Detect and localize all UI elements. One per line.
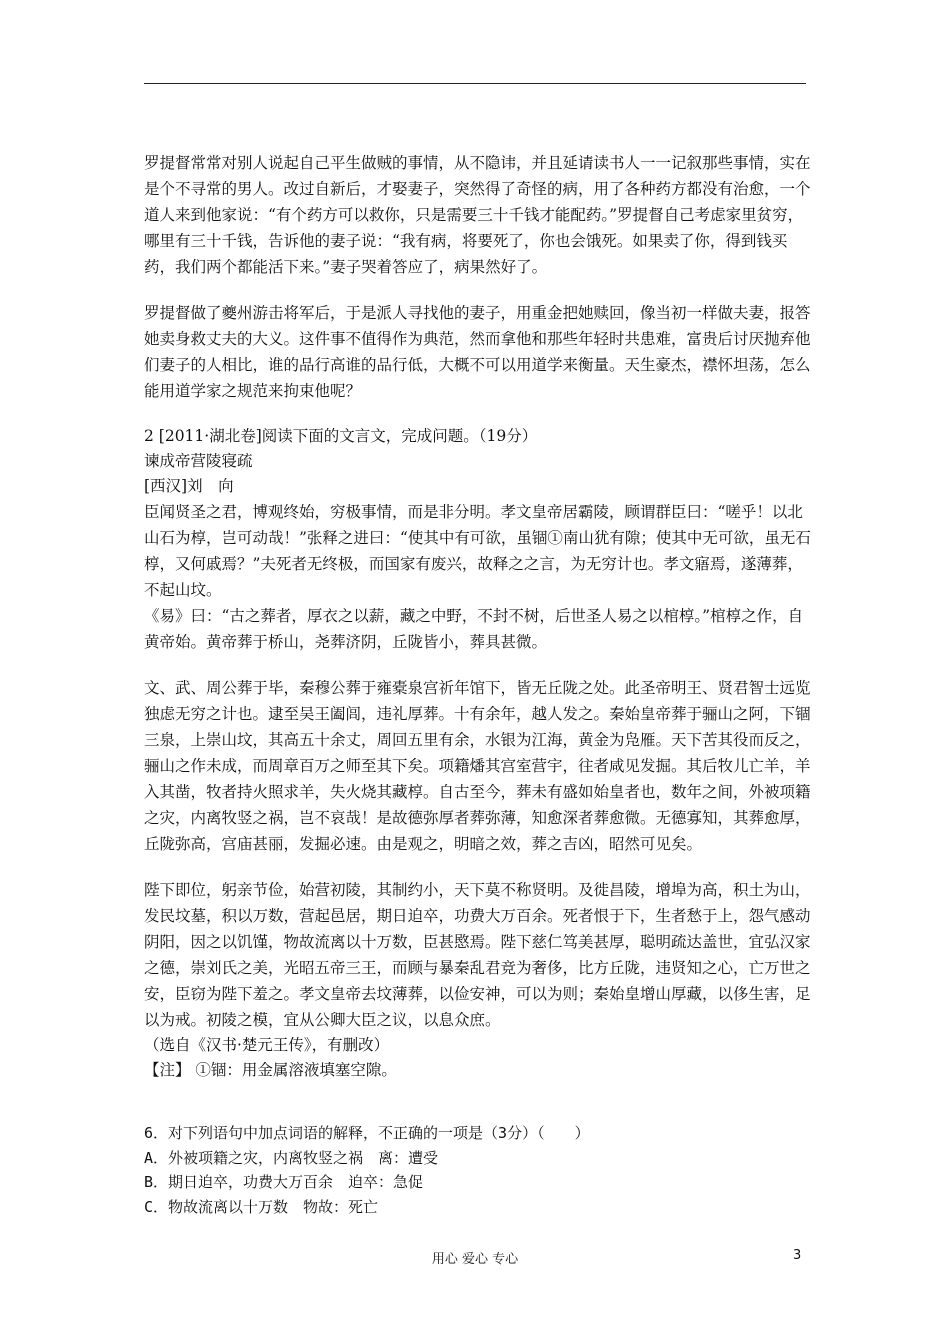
- translation-section: [144, 150, 816, 404]
- question-6-section: [144, 1121, 816, 1219]
- question-6-option-a: A．外被项籍之灾，内离牧竖之祸 离：遭受: [144, 1148, 439, 1167]
- question-6-stem: 6．对下列语句中加点词语的解释，不正确的一项是（3分）（ ）: [144, 1124, 590, 1142]
- translation-paragraph-1: 罗提督常常对别人说起自己平生做贼的事情，从不隐讳，并且延请读书人一一记叙那些事情，实在是个不寻常的男人。改过自新后，才娶妻子，突然得了奇怪的病，用了各种药方都没有治愈，一个道人来到他家说：“有个药方可以救你，只是需要三十千钱才能配药。”罗提督自己考虑家里贫穷，哪里有三十千钱，告诉他的妻子说：“我有病，将要死了，你也会饿死。如果卖了你，得到钱买药，我们两个都能活下来。”妻子哭着答应了，病果然好了。: [144, 154, 811, 276]
- header-rule: [144, 83, 806, 84]
- passage-author: [西汉]刘 向: [144, 477, 234, 495]
- question-2-header: 2 [2011·湖北卷]阅读下面的文言文，完成问题。（19分）: [144, 427, 538, 445]
- page-number: 3: [793, 1248, 802, 1263]
- passage-title: 谏成帝营陵寝疏: [144, 452, 253, 470]
- footer-text: 用心 爱心 专心: [431, 1252, 519, 1267]
- passage-paragraph-3: 文、武、周公葬于毕，秦穆公葬于雍橐泉宫祈年馆下，皆无丘陇之处。此圣帝明王、贤君智士远览独虑无穷之计也。逮至吴王阖闾，违礼厚葬。十有余年，越人发之。秦始皇帝葬于骊山之阿，下锢三泉，上崇山坟，其高五十余丈，周回五里有余，水银为江海，黄金为凫雁。天下苦其役而反之，骊山之作未成，而周章百万之师至其下矣。项籍燔其宫室营宇，往者咸见发掘。其后牧儿亡羊，羊入其凿，牧者持火照求羊，失火烧其藏椁。自古至今，葬未有盛如始皇者也，数年之间，外被项籍之灾，内离牧竖之祸，岂不哀哉！是故德弥厚者葬弥薄，知愈深者葬愈微。无德寡知，其葬愈厚，丘陇弥高，宫庙甚丽，发掘必速。由是观之，明暗之效，葬之吉凶，昭然可见矣。: [144, 679, 811, 853]
- question-6-option-c: C．物故流离以十万数 物故：死亡: [144, 1197, 379, 1216]
- translation-paragraph-2: 罗提督做了夔州游击将军后，于是派人寻找他的妻子，用重金把她赎回，像当初一样做夫妻，报答她卖身救丈夫的大义。这件事不值得作为典范，然而拿他和那些年轻时共患难，富贵后讨厌抛弃他们妻子的人相比，谁的品行高谁的品行低，大概不可以用道学来衡量。天生豪杰，襟怀坦荡，怎么能用道学家之规范来拘束他呢？: [144, 304, 811, 400]
- passage-paragraph-4: 陛下即位，躬亲节俭，始营初陵，其制约小，天下莫不称贤明。及徙昌陵，增埠为高，积土为山，发民坟墓，积以万数，营起邑居，期日迫卒，功费大万百余。死者恨于下，生者愁于上，怨气感动阴阳，因之以饥馑，物故流离以十万数，臣甚愍焉。陛下慈仁笃美甚厚，聪明疏达盖世，宜弘汉家之德，崇刘氏之美，光昭五帝三王，而顾与暴秦乱君竞为奢侈，比方丘陇，违贤知之心，亡万世之安，臣窃为陛下羞之。孝文皇帝去坟薄葬，以俭安神，可以为则；秦始皇增山厚藏，以侈生害，足以为戒。初陵之模，宜从公卿大臣之议，以息众庶。: [144, 881, 811, 1029]
- passage-source: （选自《汉书·楚元王传》，有删改）: [144, 1036, 390, 1054]
- passage-paragraph-1: 臣闻贤圣之君，博观终始，穷极事情，而是非分明。孝文皇帝居霸陵，顾谓群臣曰：“嗟乎！以北山石为椁，岂可动哉！”张释之进曰：“使其中有可欲，虽锢①南山犹有隙；使其中无可欲，虽无石椁，又何戚焉？”夫死者无终极，而国家有废兴，故释之之言，为无穷计也。孝文寤焉，遂薄葬，不起山坟。: [144, 503, 811, 599]
- passage-note: 【注】 ①锢：用金属溶液填塞空隙。: [144, 1061, 397, 1079]
- passage-paragraph-2: 《易》曰：“古之葬者，厚衣之以薪，藏之中野，不封不树，后世圣人易之以棺椁。”棺椁之作，自黄帝始。黄帝葬于桥山，尧葬济阴，丘陇皆小，葬具甚微。: [144, 607, 804, 651]
- question-6-option-b: B．期日迫卒，功费大万百余 迫卒：急促: [144, 1173, 424, 1191]
- question-2-section: [144, 424, 816, 1083]
